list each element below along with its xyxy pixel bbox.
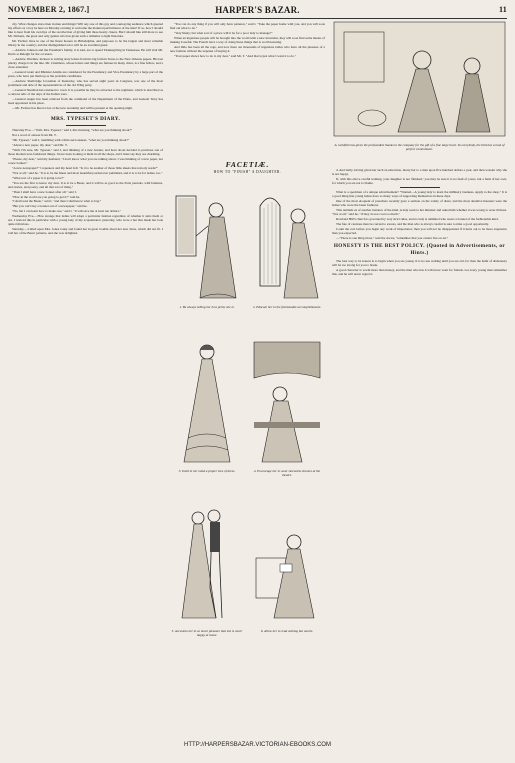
top-illustration-caption: A. Goldfish has given the profoundest thanks to the company for the gift of a fine large bowl. To everybody, the bird has a look of perfect contentment. [334, 143, 505, 151]
article-paragraph: Count the cost before you begin any work of importance; then you will not be disappointed if it turns out to be more expensive than you expected. [332, 226, 507, 235]
source-url[interactable]: HTTP://HARPERSBAZAR.VICTORIAN-EBOOKS.COM [184, 742, 331, 748]
diary-paragraph: Not a word of answer from Mr. T. [12, 133, 57, 137]
article-paragraph: —General Sherman has returned to town. It is possible he may be attracted to the regiment, which is described as a curious relic of the days of the Indian wars. [8, 88, 163, 97]
article-paragraph: "Very likely; but what sort of a place will it be for a poor lady to manage?" [174, 30, 273, 35]
article-paragraph: —"There is one thing more," said the doctor, "remember that you cannot live on air." [336, 235, 449, 240]
article-paragraph: —Mr. Fechter has hired a box at the new Academy and will be present at the opening night. [12, 106, 133, 111]
article-paragraph: —General Augur has been relieved from the command of the Department of the Platte, and General Terry has been appointed in his place. [8, 97, 163, 106]
diary-paragraph: "No, but I can learn how to make one," said I. "It will save me at least ten dollars." [12, 209, 122, 214]
facetiae-subtitle: HOW TO "FINISH" A DAUGHTER. [213, 170, 282, 174]
article-paragraph: And little has been all the rage, and now there are thousands of ingenious ladies who have all the pleasure of a new fashion without the expense of buying it. [170, 44, 325, 53]
diary-paragraph: "Well, I'm sure, Mr. Typeset," said I, and thinking of a new bonnet, and have about decided to purchase one of those modern new-fashioned things. I have been looking at them in all the shops, and I must say they are charming. [8, 147, 163, 156]
column-1 [8, 22, 163, 735]
page-header [8, 4, 507, 19]
facetiae-heading [170, 160, 325, 174]
diary-paragraph: Thursday Eve.—"Well, Mrs. Typeset," said I, this morning, "what are you thinking about?" [12, 128, 133, 133]
section-title: MRS. TYPESET'S DIARY. [50, 116, 121, 123]
illustration-caption: 3. Instil in her mind a proper love of dress. [178, 469, 236, 473]
article-paragraph: What is a specimen of a unique advertisement? "Wanted—A young lady to learn the millinery business. Apply to the shop." It is a good thing that young ladies have so many ways of supporting themselves in these days. [332, 190, 507, 199]
diary-paragraph: Saturday.—Called upon Mrs. Jones today and found her in great trouble about her new dress, which did not fit. I told her of the Bazar patterns, and she was delighted. [8, 227, 163, 236]
illustration-caption: 2. Educate her in the fashionable accomplishments. [252, 305, 322, 309]
woman-reading-illustration [250, 498, 324, 628]
illustration-caption: 1. Be always telling her how pretty she is. [179, 305, 235, 309]
article-paragraph: —General Grant and Minister Adams are considered for the Presidency and Vice-Presidency by a large part of the press, who have put them up as the probable candidates. [8, 70, 163, 79]
facetiae-title: FACETIÆ. [225, 160, 270, 169]
article-paragraph: —Andrew Shelbridge Crossman of Kentucky, who has served eight years in Congress, was one of the most prominent and able of the representatives of the old Whig party. [8, 79, 163, 88]
diary-paragraph: "About a new paper, my dear," said Mr. T. [12, 142, 68, 147]
section-divider [400, 187, 440, 188]
article-paragraph: The best way to be honest is to begin when you are young. It is no use waiting until you are old, for then the habit of dishonesty will be too strong for you to break. [332, 258, 507, 267]
article-paragraph: city. What changes since then in men and things! Will any one of this gay and courtesying audience which greeted my efforts as a boy be here on Monday evening to welcome the matured performance of the man? If so, how I should like to hear from his own lips of the recollection of giving him three hearty cheers. But I should like still more to see Mr. Dickens, the great and only genius who has given such a stimulus to light literature. [8, 22, 163, 39]
illustration-6 [250, 498, 324, 640]
diary-paragraph: "Mr. Typeset," said I, trembling with a little nervousness, "what are you thinking about?" [12, 137, 130, 142]
diary-paragraph: "Not at all," said he. "It is to be the finest and most beautiful journal ever published, and it is to be for ladies, too." [12, 170, 163, 175]
diary-paragraph: "What sort of a paper is it going to be?" [12, 175, 65, 180]
article-paragraph: One of the most eloquent of preachers recently gave a sermon on the vanity of dress; and the most attentive listeners were the ladies who wore the latest fashions. [332, 199, 507, 208]
illustration-2 [250, 186, 324, 328]
illustration-caption: 4. Encourage her to wear sleeveless dresses at the theatre. [253, 469, 321, 477]
article-paragraph: This reminds us of another instance of the kind. A lady went to her minister and asked him whether it was wrong to wear ribbons. "Not at all," said he, "if they do not cost too much." [332, 208, 507, 217]
page-number: 11 [499, 5, 507, 14]
section-divider [66, 125, 106, 126]
parlour-scene-illustration [332, 20, 507, 138]
article-paragraph: A good character is worth more than money, and the man who has it will never want for friends. Let every young man remember this, and he will never regret it. [332, 267, 507, 276]
woman-gown-illustration [170, 338, 244, 468]
diary-paragraph: "I shall read the Bazar," said I, "and then I shall know what to buy." [12, 199, 102, 204]
article-paragraph: —Andrew Johnson and the President's family, it is said, are to spend Thanksgiving in Tennessee. He will visit Mr. Davis at Raleigh for the occasion. [8, 48, 163, 57]
article-paragraph: When an ingenious people will be brought into the world with a new invention, they will soon find some means of making it useful. The French have a way of doing these things that is worth learning. [170, 35, 325, 44]
illustration-4 [250, 338, 324, 480]
article-paragraph: The fate of cautious man be carried to excess, and the man who is always careful is sure to miss a good opportunity. [336, 221, 489, 226]
masthead-title: HARPER'S BAZAR. [215, 5, 300, 15]
dancing-couple-illustration [170, 498, 244, 628]
illustration-caption: 5. Accustom her to so much pleasure that she is never happy at home. [171, 629, 243, 637]
diary-paragraph: "Please, my dear," said my husband, "I don't know what you are talking about. I was thinking of a new paper, not a new bonnet." [8, 156, 163, 165]
column-3 [332, 168, 507, 735]
diary-paragraph: "How in the world are you going to get it?" said he. [12, 194, 81, 199]
issue-date: NOVEMBER 2, 1867.] [8, 5, 90, 14]
top-illustration [332, 20, 507, 160]
diary-paragraph: "A new newspaper?" I repeated, and my heart fell. "Is it to be another of those little sheets that nobody reads?" [12, 165, 158, 170]
diary-paragraph: "Then I shall have a new bonnet after all," said I. [12, 189, 77, 194]
illustration-caption: 6. Allow her to read nothing but novels. [260, 629, 314, 633]
article-paragraph: Rowland Hill's church is governed by very strict rules, and no lady is admitted who wears a bonnet of the fashionable kind. [336, 217, 499, 222]
illustration-1 [170, 186, 244, 328]
article-paragraph: 4. And lastly, having given her such an education, marry her to a man upon five hundred dollars a year, and then wonder why she is not happy. [332, 168, 507, 177]
woman-mirror-illustration [170, 186, 244, 304]
diary-paragraph: "But you can't buy a bonnet out of a newspaper," said he. [12, 204, 88, 209]
article-paragraph: "You can do any thing if you will only have patience," said I. "Take the paper home with you, and you will soon find out what to do." [170, 22, 325, 31]
theatre-box-illustration [250, 338, 324, 468]
section-title: HONESTY IS THE BEST POLICY. (Quoted in Advertisements, or Hints.) [333, 242, 506, 256]
article-paragraph: If, with this above careful training, your daughter is not 'finished,' you may be sure it is no fault of yours, but a fault of her own, for which you are not to blame. [332, 176, 507, 186]
diary-paragraph: Wednesday Eve.—How strange that ladies will adopt a particular fashion regardless of whether it suits them or not. I noticed this in particular with a young lady of my acquaintance yesterday, who wore a hat that made her look quite ridiculous. [8, 214, 163, 227]
column-2 [170, 22, 325, 157]
article-paragraph: "Your paper shows how to do it, my dear," said Mr. T. "And that is just what I want it to do." [174, 53, 297, 58]
diary-paragraph: "You are the first to know, my dear. It is to be a Bazar, and it will be as good as the Paris journals, with fashions, and stories, and poetry, and all that sort of thing." [8, 180, 163, 189]
illustration-3 [170, 338, 244, 480]
article-paragraph: —Andrew Wardlaw Jackson is writing sixty letters from his big farm in Texas to the New Orleans papers. His last plucky charge is in the line. Mr. Chambers, whose letters and things are famous in many cities, is a fine fellow, and a close attendant. [8, 57, 163, 70]
woman-harp-illustration [250, 186, 324, 304]
illustration-grid [170, 178, 325, 763]
section-divider [66, 112, 106, 113]
illustration-5 [170, 498, 244, 640]
article-paragraph: Mr. Fechter lives in one of the finest houses in Philadelphia, and purposes to be the largest and most valuable library in the country; and the distinguished actor will be an excellent guest. [8, 39, 163, 48]
